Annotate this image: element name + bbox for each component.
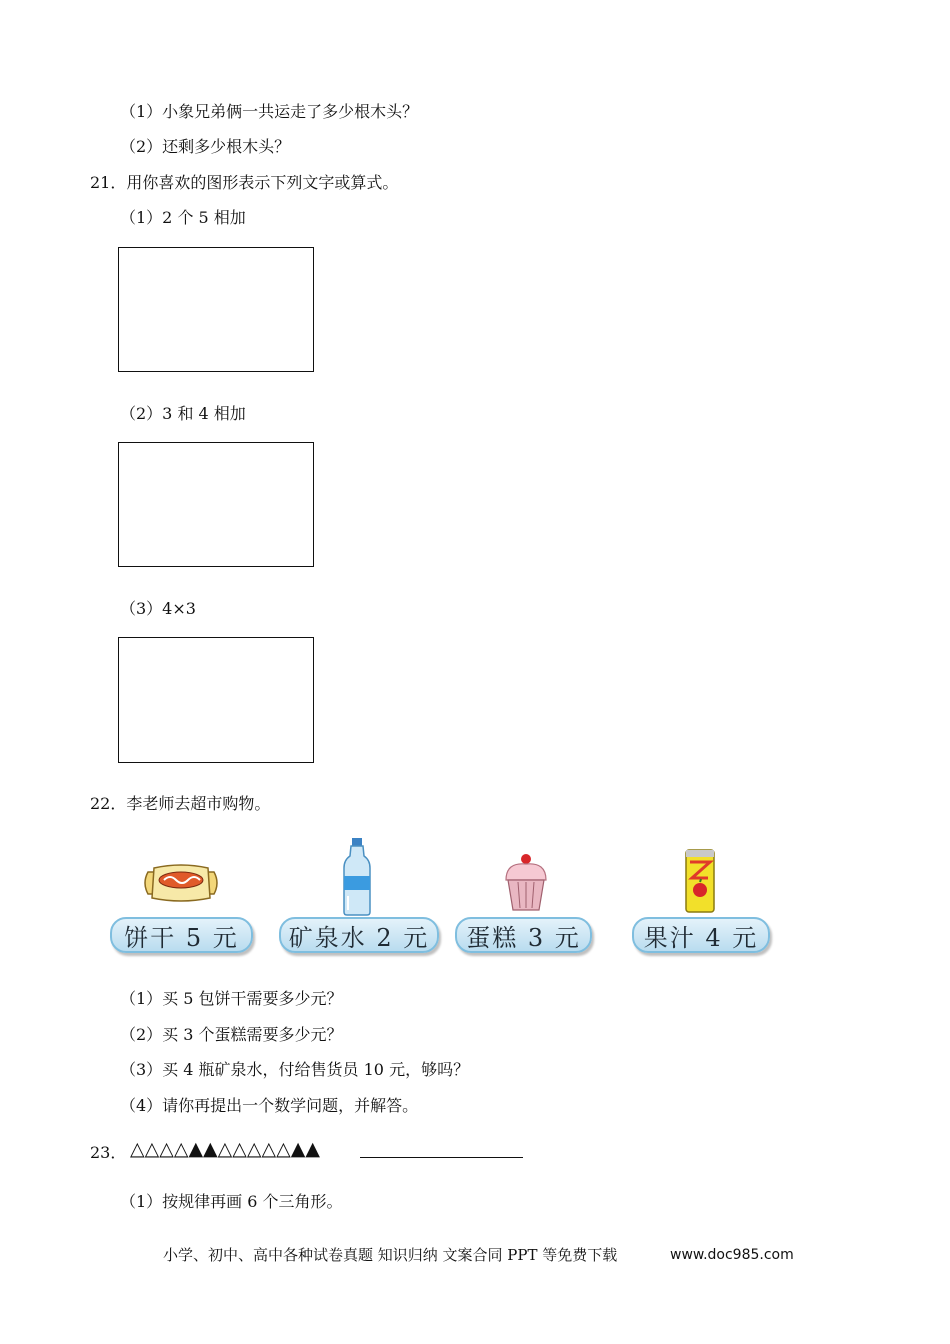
price-tag-juice: 果汁 4 元 bbox=[632, 917, 770, 953]
water-bottle-icon bbox=[340, 838, 374, 916]
q23-number: 23． bbox=[90, 1143, 127, 1162]
price-tag-cake: 蛋糕 3 元 bbox=[455, 917, 592, 953]
triangle-sequence: △△△△▲▲△△△△△▲▲ bbox=[130, 1138, 320, 1160]
q22-sub3: （3）买 4 瓶矿泉水，付给售货员 10 元，够吗？ bbox=[120, 1060, 470, 1079]
q22-sub1: （1）买 5 包饼干需要多少元？ bbox=[120, 989, 343, 1008]
q21-title: 21．用你喜欢的图形表示下列文字或算式。 bbox=[90, 173, 399, 192]
answer-line[interactable] bbox=[360, 1157, 523, 1158]
q20-sub1: （1）小象兄弟俩一共运走了多少根木头？ bbox=[120, 102, 419, 121]
q22-title: 22．李老师去超市购物。 bbox=[90, 794, 271, 813]
answer-box-2[interactable] bbox=[118, 442, 314, 567]
q21-sub1: （1）2 个 5 相加 bbox=[120, 208, 246, 227]
q21-sub3: （3）4×3 bbox=[120, 599, 196, 618]
price-tag-water: 矿泉水 2 元 bbox=[279, 917, 439, 953]
q23-sub1: （1）按规律再画 6 个三角形。 bbox=[120, 1192, 343, 1211]
q22-sub2: （2）买 3 个蛋糕需要多少元？ bbox=[120, 1025, 343, 1044]
juice-can-icon bbox=[684, 848, 716, 914]
biscuit-icon bbox=[140, 858, 222, 908]
answer-box-1[interactable] bbox=[118, 247, 314, 372]
q21-sub2: （2）3 和 4 相加 bbox=[120, 404, 246, 423]
q22-sub4: （4）请你再提出一个数学问题，并解答。 bbox=[120, 1096, 419, 1115]
answer-box-3[interactable] bbox=[118, 637, 314, 763]
q20-sub2: （2）还剩多少根木头？ bbox=[120, 137, 291, 156]
footer-text: 小学、初中、高中各种试卷真题 知识归纳 文案合同 PPT 等免费下载 bbox=[163, 1246, 618, 1264]
cupcake-icon bbox=[502, 852, 550, 912]
price-tag-biscuit: 饼干 5 元 bbox=[110, 917, 253, 953]
footer-url[interactable]: www.doc985.com bbox=[670, 1247, 794, 1263]
